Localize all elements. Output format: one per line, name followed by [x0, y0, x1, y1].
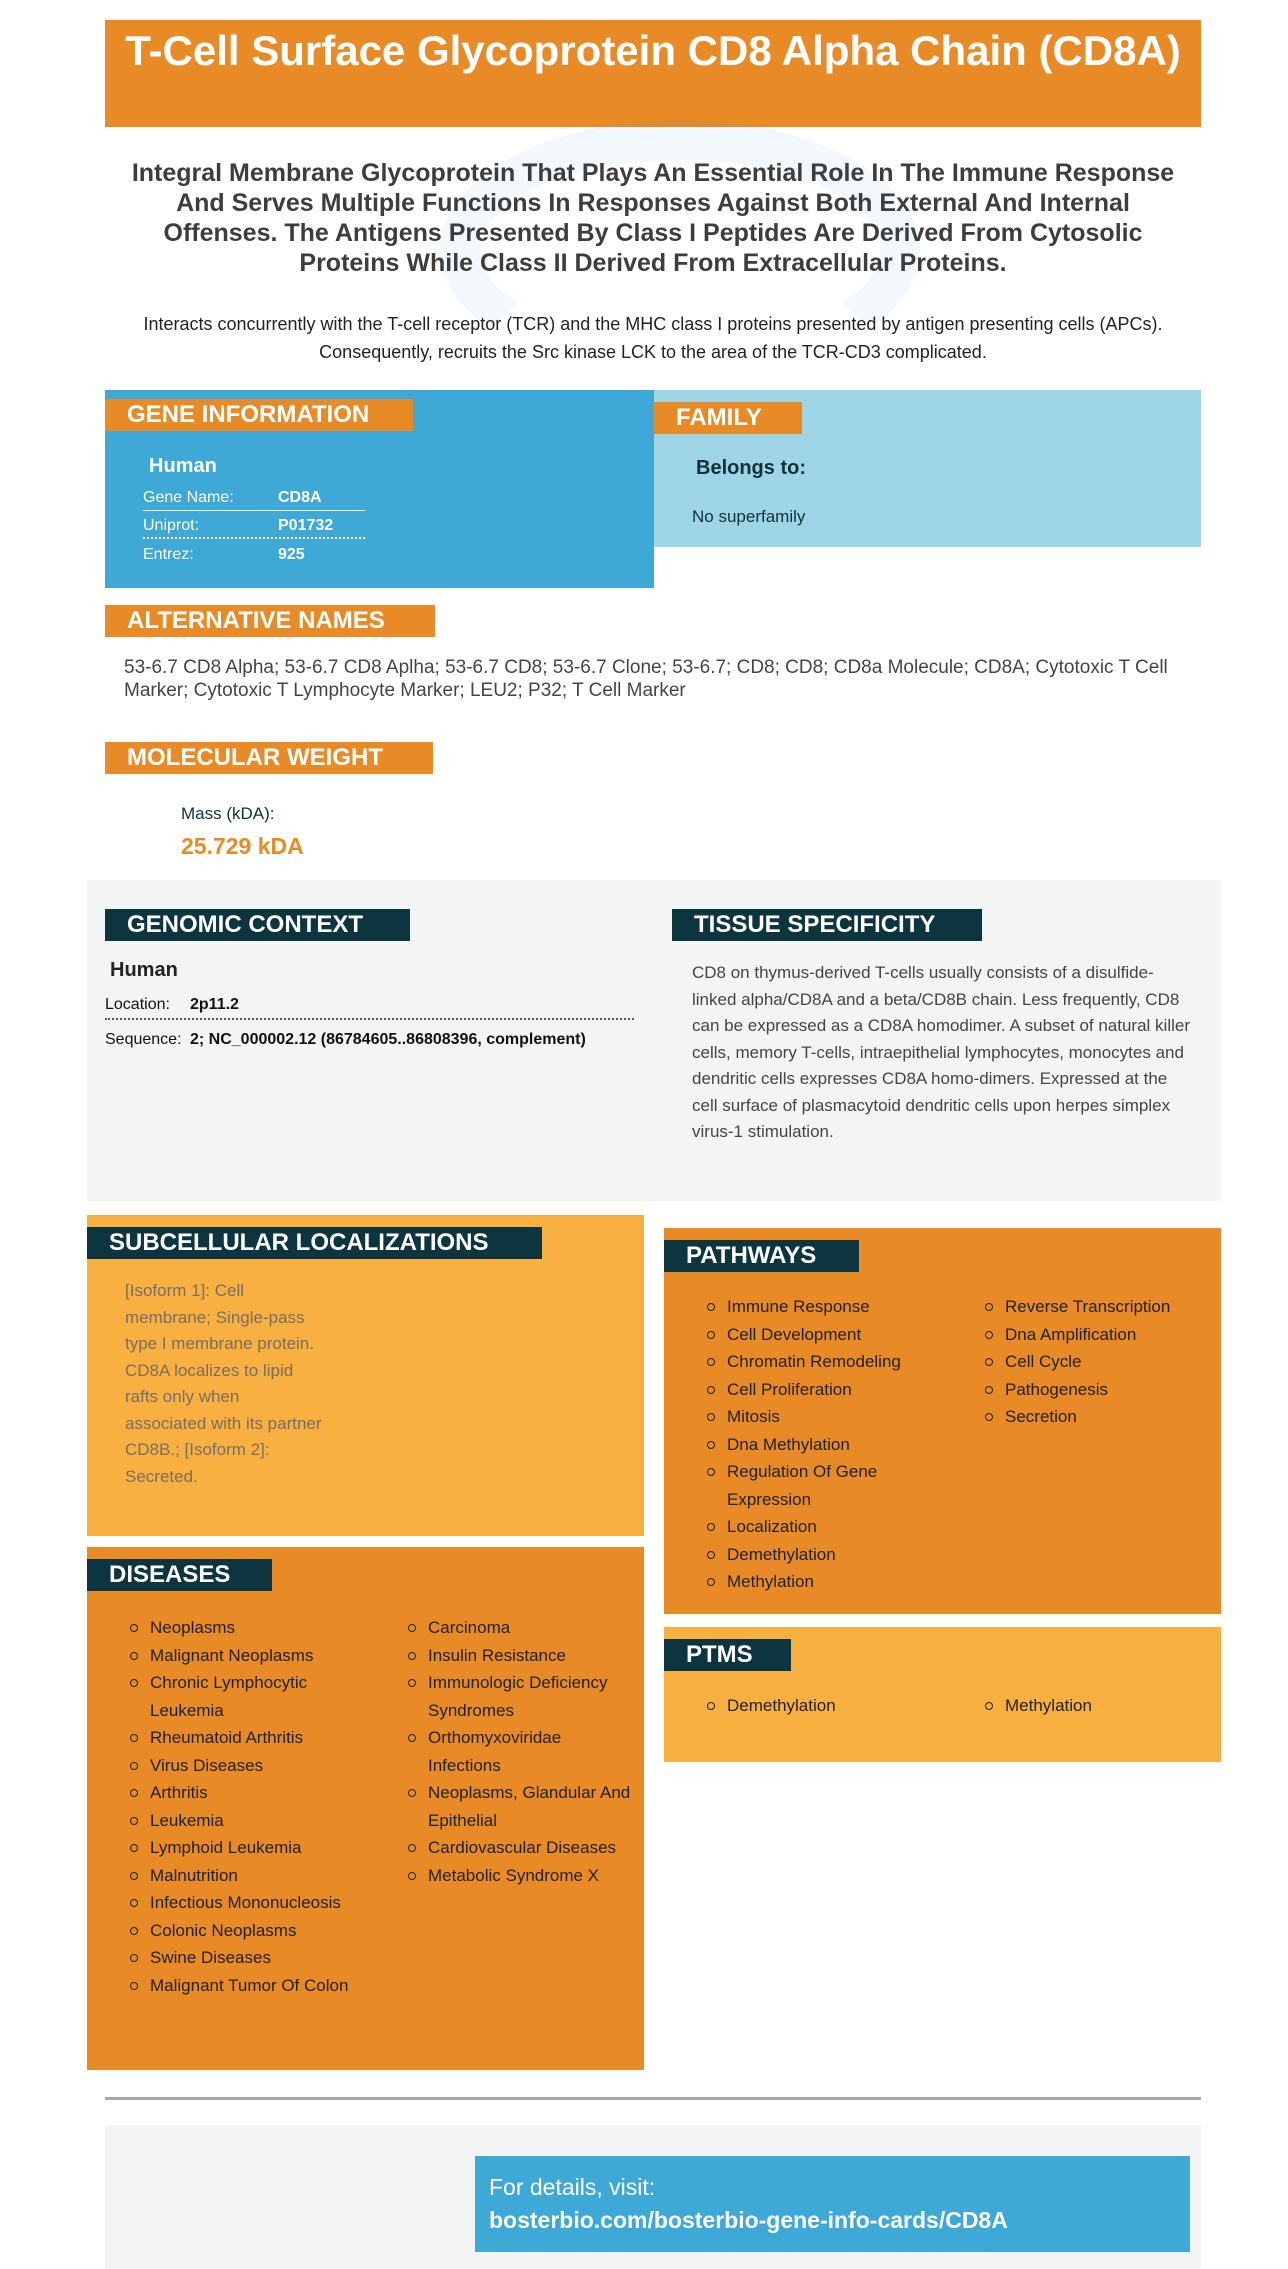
- list-item: Immunologic Deficiency Syndromes: [408, 1669, 638, 1724]
- mass-value: 25.729 kDA: [181, 833, 304, 859]
- family-belongs-label: Belongs to:: [696, 457, 806, 479]
- list-item: Pathogenesis: [985, 1376, 1215, 1404]
- diseases-panel: [87, 1547, 644, 2070]
- list-item: Leukemia: [130, 1807, 370, 1835]
- pathways-panel: [664, 1228, 1221, 1614]
- list-item: Methylation: [707, 1568, 962, 1596]
- list-item: Immune Response: [707, 1293, 962, 1321]
- list-item: Demethylation: [707, 1692, 962, 1720]
- footer-details-label: For details, visit:: [489, 2174, 656, 2200]
- list-item: Dna Amplification: [985, 1321, 1215, 1349]
- uniprot-row: [143, 512, 365, 539]
- pathways-heading: PATHWAYS: [664, 1240, 859, 1272]
- location-value: 2p11.2: [190, 996, 239, 1013]
- list-item: Neoplasms: [130, 1614, 370, 1642]
- list-item: Orthomyxoviridae Infections: [408, 1724, 638, 1779]
- diseases-list-col2: [408, 1614, 638, 1889]
- ptms-list-col1: [707, 1692, 962, 1720]
- entrez-label: Entrez:: [143, 546, 194, 563]
- family-panel: [654, 390, 1201, 547]
- list-item: Localization: [707, 1513, 962, 1541]
- list-item: Reverse Transcription: [985, 1293, 1215, 1321]
- pathways-list-col1: [707, 1293, 962, 1596]
- molecular-weight-heading: MOLECULAR WEIGHT: [105, 742, 433, 774]
- list-item: Colonic Neoplasms: [130, 1917, 370, 1945]
- list-item: Secretion: [985, 1403, 1215, 1431]
- list-item: Cell Proliferation: [707, 1376, 962, 1404]
- page-subtitle: Integral Membrane Glycoprotein That Plays An Essential Role In The Immune Response And Serves Multiple Functions In Responses Against Both External And Internal Offenses. The Antigens Presented By Class I Peptides Are Derived From Cytosolic Proteins While Class II Derived From Extracellular Proteins.: [131, 159, 1175, 277]
- list-item: Lymphoid Leukemia: [130, 1834, 370, 1862]
- sequence-row: [105, 1025, 634, 1055]
- page-title: T-Cell Surface Glycoprotein CD8 Alpha Chain (CD8A): [105, 20, 1201, 127]
- list-item: Swine Diseases: [130, 1944, 370, 1972]
- gene-name-value: CD8A: [278, 489, 322, 506]
- list-item: Regulation Of Gene Expression: [707, 1458, 962, 1513]
- genomic-context-heading: GENOMIC CONTEXT: [105, 909, 410, 941]
- uniprot-label: Uniprot:: [143, 517, 200, 534]
- footer-divider: [105, 2097, 1201, 2100]
- list-item: Arthritis: [130, 1779, 370, 1807]
- ptms-heading: PTMS: [664, 1639, 791, 1671]
- gene-information-heading: GENE INFORMATION: [105, 399, 413, 431]
- gene-species: Human: [149, 455, 217, 477]
- subcellular-panel: [87, 1215, 644, 1536]
- subcellular-text: [Isoform 1]: Cell membrane; Single-pass type I membrane protein. CD8A localizes to lipid rafts only when associated with its partner CD8B.; [Isoform 2]: Secreted.: [125, 1281, 322, 1486]
- location-label: Location:: [105, 996, 170, 1013]
- list-item: Cell Development: [707, 1321, 962, 1349]
- sequence-value: 2; NC_000002.12 (86784605..86808396, complement): [190, 1031, 586, 1048]
- list-item: Rheumatoid Arthritis: [130, 1724, 370, 1752]
- tissue-specificity-text: CD8 on thymus-derived T-cells usually consists of a disulfide-linked alpha/CD8A and a beta/CD8B chain. Less frequently, CD8 can be expressed as a CD8A homodimer. A subset of natural killer cells, memory T-cells, intraepithelial lymphocytes, monocytes and dendritic cells expresses CD8A homo-dimers. Expressed at the cell surface of plasmacytoid dendritic cells upon herpes simplex virus-1 stimulation.: [692, 963, 1190, 1141]
- list-item: Malignant Tumor Of Colon: [130, 1972, 370, 2000]
- list-item: Chronic Lymphocytic Leukemia: [130, 1669, 370, 1724]
- family-value: No superfamily: [692, 507, 806, 526]
- list-item: Methylation: [985, 1692, 1215, 1720]
- uniprot-value: P01732: [278, 517, 334, 534]
- list-item: Demethylation: [707, 1541, 962, 1569]
- list-item: Malignant Neoplasms: [130, 1642, 370, 1670]
- gene-name-label: Gene Name:: [143, 489, 234, 506]
- alternative-names-heading: ALTERNATIVE NAMES: [105, 605, 435, 637]
- list-item: Carcinoma: [408, 1614, 638, 1642]
- sequence-label: Sequence:: [105, 1031, 182, 1048]
- footer-details-box: [475, 2156, 1190, 2252]
- pathways-list-col2: [985, 1293, 1215, 1431]
- list-item: Metabolic Syndrome X: [408, 1862, 638, 1890]
- ptms-panel: [664, 1627, 1221, 1762]
- list-item: Virus Diseases: [130, 1752, 370, 1780]
- mass-label: Mass (kDA):: [181, 804, 275, 823]
- list-item: Insulin Resistance: [408, 1642, 638, 1670]
- entrez-value: 925: [278, 546, 305, 563]
- genomic-species: Human: [110, 959, 178, 981]
- family-heading: FAMILY: [654, 402, 802, 434]
- list-item: Cell Cycle: [985, 1348, 1215, 1376]
- list-item: Infectious Mononucleosis: [130, 1889, 370, 1917]
- diseases-heading: DISEASES: [87, 1559, 272, 1591]
- summary-text: Interacts concurrently with the T-cell receptor (TCR) and the MHC class I proteins presented by antigen presenting cells (APCs). Consequently, recruits the Src kinase LCK to the area of the TCR-CD3 complicated.: [143, 314, 1163, 362]
- list-item: Mitosis: [707, 1403, 962, 1431]
- location-row: [105, 990, 634, 1020]
- list-item: Malnutrition: [130, 1862, 370, 1890]
- footer: [105, 2125, 1201, 2269]
- gene-name-row: [143, 484, 365, 511]
- gene-information-panel: [105, 390, 654, 588]
- genomic-tissue-panel: [87, 880, 1221, 1201]
- tissue-specificity-heading: TISSUE SPECIFICITY: [672, 909, 982, 941]
- footer-details-link[interactable]: bosterbio.com/bosterbio-gene-info-cards/CD8A: [489, 2207, 1008, 2233]
- list-item: Dna Methylation: [707, 1431, 962, 1459]
- list-item: Chromatin Remodeling: [707, 1348, 962, 1376]
- list-item: Neoplasms, Glandular And Epithelial: [408, 1779, 638, 1834]
- diseases-list-col1: [130, 1614, 370, 1999]
- ptms-list-col2: [985, 1692, 1215, 1720]
- list-item: Cardiovascular Diseases: [408, 1834, 638, 1862]
- entrez-row: [143, 541, 365, 568]
- subcellular-heading: SUBCELLULAR LOCALIZATIONS: [87, 1227, 542, 1259]
- alternative-names-text: 53-6.7 CD8 Alpha; 53-6.7 CD8 Aplha; 53-6.7 CD8; 53-6.7 Clone; 53-6.7; CD8; CD8; CD8a Molecule; CD8A; Cytotoxic T Cell Marker; Cytotoxic T Lymphocyte Marker; LEU2; P32; T Cell Marker: [124, 657, 1168, 701]
